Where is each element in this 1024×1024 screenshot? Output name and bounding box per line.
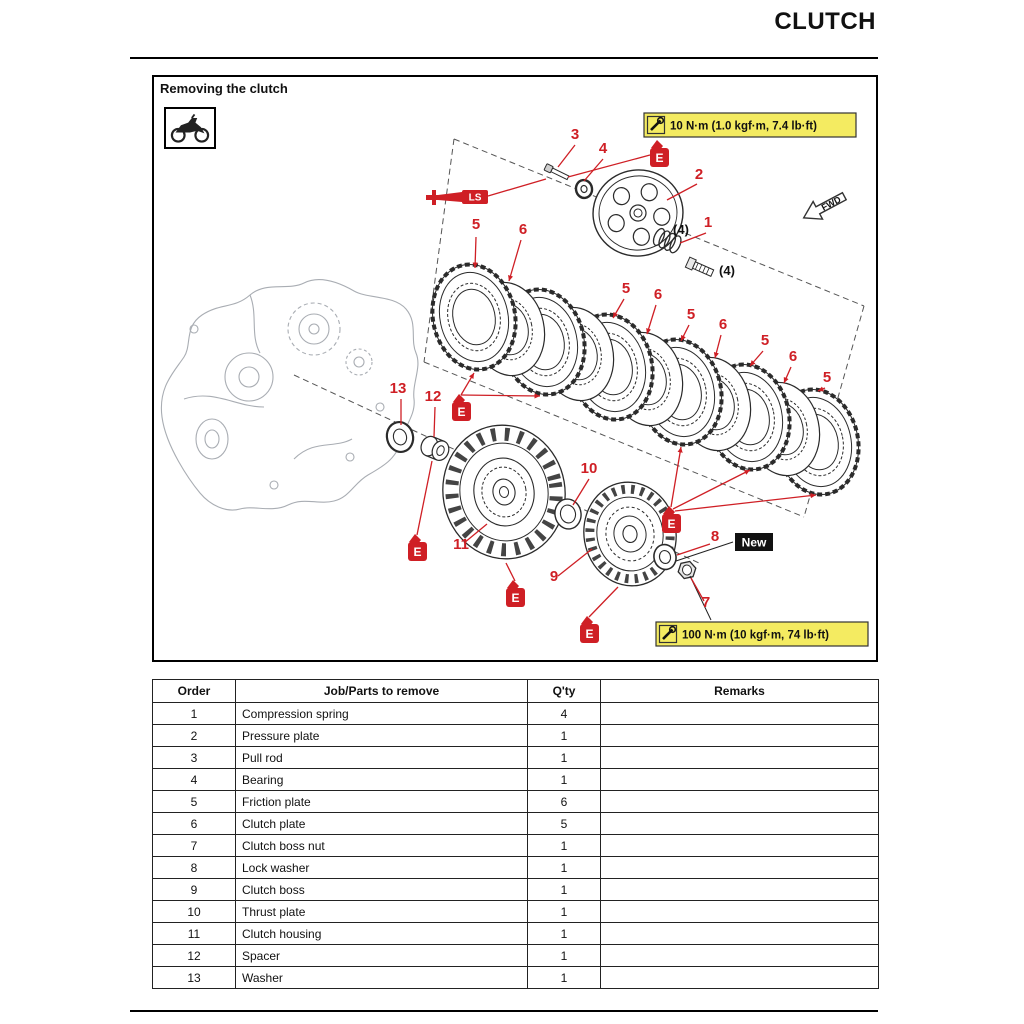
callout-5-3: 5: [686, 306, 696, 323]
cell-remarks: [601, 813, 879, 835]
cell-part: Clutch boss: [236, 879, 528, 901]
fwd-label: FWD: [819, 194, 843, 213]
motorcycle-icon: [166, 109, 214, 147]
exploded-diagram: [154, 77, 876, 660]
cell-part: Clutch boss nut: [236, 835, 528, 857]
bottom-rule: [130, 1010, 878, 1012]
oil-symbol-label: E: [511, 591, 520, 605]
cell-qty: 5: [528, 813, 601, 835]
cell-part: Spacer: [236, 945, 528, 967]
cell-part: Friction plate: [236, 791, 528, 813]
cell-remarks: [601, 857, 879, 879]
cell-qty: 1: [528, 747, 601, 769]
table-row: [153, 769, 879, 791]
cell-order: 5: [153, 791, 236, 813]
cell-part: Bearing: [236, 769, 528, 791]
cell-order: 1: [153, 703, 236, 725]
cell-qty: 1: [528, 901, 601, 923]
torque-spec-top: [644, 113, 856, 137]
callout-7: 7: [701, 594, 711, 611]
callout-6-1: 6: [518, 221, 528, 238]
cell-remarks: [601, 703, 879, 725]
cell-remarks: [601, 901, 879, 923]
qty-four-spring: (4): [673, 222, 689, 237]
torque-top-text: 10 N·m (1.0 kgf·m, 7.4 lb·ft): [670, 120, 817, 133]
cell-remarks: [601, 791, 879, 813]
torque-spec-bottom: [656, 622, 868, 646]
cell-qty: 1: [528, 879, 601, 901]
cell-remarks: [601, 747, 879, 769]
callout-11: 11: [453, 536, 469, 553]
callout-3: 3: [570, 126, 580, 143]
crankcase-sketch: [161, 280, 418, 510]
cell-remarks: [601, 923, 879, 945]
cell-qty: 1: [528, 835, 601, 857]
new-label-text: New: [741, 535, 767, 550]
callout-9: 9: [549, 568, 559, 585]
parts-table: [152, 679, 879, 989]
washer: [384, 419, 416, 454]
bearing: [575, 179, 594, 200]
cell-order: 7: [153, 835, 236, 857]
cell-order: 11: [153, 923, 236, 945]
top-rule: [130, 57, 878, 59]
cell-remarks: [601, 725, 879, 747]
callout-13: 13: [389, 380, 407, 397]
pull-rod: [544, 164, 570, 181]
cell-order: 4: [153, 769, 236, 791]
callout-6-2: 6: [653, 286, 663, 303]
table-row: [153, 747, 879, 769]
new-label: [735, 533, 773, 551]
oil-symbol-label: E: [457, 405, 466, 419]
table-row: [153, 945, 879, 967]
page-title: CLUTCH: [774, 8, 876, 35]
cell-order: 10: [153, 901, 236, 923]
cell-qty: 6: [528, 791, 601, 813]
cell-part: Pull rod: [236, 747, 528, 769]
cell-part: Clutch housing: [236, 923, 528, 945]
callout-1: 1: [703, 214, 713, 231]
cell-remarks: [601, 967, 879, 989]
cell-order: 12: [153, 945, 236, 967]
cell-remarks: [601, 769, 879, 791]
cell-part: Compression spring: [236, 703, 528, 725]
table-row: [153, 703, 879, 725]
cell-order: 3: [153, 747, 236, 769]
cell-remarks: [601, 945, 879, 967]
table-row: [153, 857, 879, 879]
fwd-arrow: [799, 187, 849, 226]
cell-remarks: [601, 879, 879, 901]
cell-remarks: [601, 835, 879, 857]
cell-part: Washer: [236, 967, 528, 989]
callout-5-5: 5: [822, 369, 832, 386]
spacer: [418, 434, 451, 463]
table-header-row: [153, 680, 879, 703]
callout-5-2: 5: [621, 280, 631, 297]
oil-symbol-label: E: [655, 151, 664, 165]
cell-order: 9: [153, 879, 236, 901]
cell-part: Thrust plate: [236, 901, 528, 923]
col-header-order: Order: [153, 680, 236, 703]
cell-qty: 1: [528, 769, 601, 791]
callout-5-1: 5: [471, 216, 481, 233]
oil-symbol-label: E: [585, 627, 594, 641]
col-header-remarks: Remarks: [601, 680, 879, 703]
spring-bolt: [685, 257, 714, 278]
callout-8: 8: [710, 528, 720, 545]
oil-symbol-label: E: [667, 517, 676, 531]
cell-qty: 4: [528, 703, 601, 725]
col-header-qty: Q'ty: [528, 680, 601, 703]
table-row: [153, 879, 879, 901]
table-row: [153, 835, 879, 857]
clutch-boss: [576, 475, 685, 593]
table-row: [153, 901, 879, 923]
qty-four-bolt: (4): [719, 263, 735, 278]
cell-order: 2: [153, 725, 236, 747]
motorcycle-icon-box: [164, 107, 216, 149]
callout-12: 12: [424, 388, 442, 405]
ls-label: LS: [468, 192, 482, 204]
cell-qty: 1: [528, 923, 601, 945]
cell-qty: 1: [528, 967, 601, 989]
callout-5-4: 5: [760, 332, 770, 349]
clutch-boss-nut: [677, 560, 698, 579]
torque-bottom-text: 100 N·m (10 kgf·m, 74 lb·ft): [682, 629, 829, 642]
cell-part: Clutch plate: [236, 813, 528, 835]
table-row: [153, 725, 879, 747]
cell-qty: 1: [528, 945, 601, 967]
cell-part: Lock washer: [236, 857, 528, 879]
grease-ls-symbol: [426, 190, 488, 205]
figure-box: [152, 75, 878, 662]
table-row: [153, 967, 879, 989]
cell-qty: 1: [528, 725, 601, 747]
table-row: [153, 791, 879, 813]
cell-order: 8: [153, 857, 236, 879]
table-row: [153, 923, 879, 945]
callout-2: 2: [694, 166, 704, 183]
cell-order: 13: [153, 967, 236, 989]
table-row: [153, 813, 879, 835]
cell-part: Pressure plate: [236, 725, 528, 747]
callout-6-3: 6: [718, 316, 728, 333]
callout-10: 10: [580, 460, 598, 477]
callout-4: 4: [598, 140, 608, 157]
callout-6-4: 6: [788, 348, 798, 365]
cell-qty: 1: [528, 857, 601, 879]
figure-title: Removing the clutch: [160, 81, 288, 96]
pressure-plate: [587, 164, 688, 262]
cell-order: 6: [153, 813, 236, 835]
col-header-part: Job/Parts to remove: [236, 680, 528, 703]
oil-symbol-label: E: [413, 545, 422, 559]
